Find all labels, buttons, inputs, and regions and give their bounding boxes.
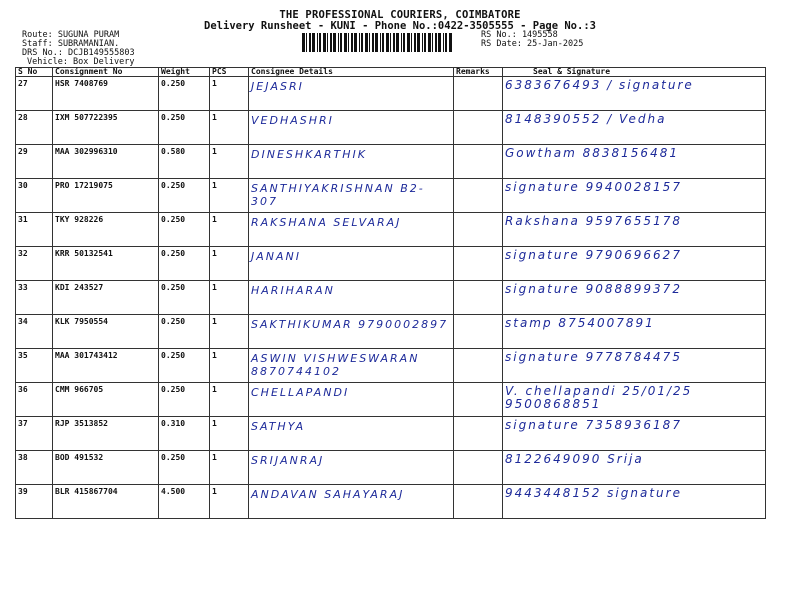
barcode-bar <box>380 33 381 52</box>
cell-sno: 39 <box>16 485 53 519</box>
cell-consignment-no: HSR 7408769 <box>53 77 159 111</box>
cell-sno: 37 <box>16 417 53 451</box>
cell-pcs: 1 <box>210 281 249 315</box>
cell-seal-signature: Rakshana 9597655178 <box>503 213 766 247</box>
barcode-bar <box>443 33 444 52</box>
cell-weight: 0.250 <box>159 383 210 417</box>
cell-weight: 0.250 <box>159 77 210 111</box>
cell-pcs: 1 <box>210 451 249 485</box>
runsheet-meta-right <box>481 31 583 49</box>
cell-consignee: CHELLAPANDI <box>249 383 454 417</box>
table-row <box>16 281 766 315</box>
table-row <box>16 451 766 485</box>
cell-remarks <box>454 213 503 247</box>
table-body <box>16 77 766 519</box>
cell-pcs: 1 <box>210 383 249 417</box>
barcode-bar <box>323 33 326 52</box>
runsheet-subtitle: Delivery Runsheet - KUNI - Phone No.:0422-3505555 - Page No.:3 <box>204 20 596 32</box>
barcode-bar <box>361 33 363 52</box>
cell-consignment-no: KLK 7950554 <box>53 315 159 349</box>
cell-weight: 0.250 <box>159 247 210 281</box>
cell-seal-signature: signature 9940028157 <box>503 179 766 213</box>
cell-remarks <box>454 451 503 485</box>
cell-consignment-no: CMM 966705 <box>53 383 159 417</box>
cell-consignee: DINESHKARTHIK <box>249 145 454 179</box>
cell-consignment-no: MAA 301743412 <box>53 349 159 383</box>
barcode-bar <box>390 33 391 52</box>
cell-consignment-no: RJP 3513852 <box>53 417 159 451</box>
cell-remarks <box>454 315 503 349</box>
barcode-bar <box>417 33 420 52</box>
barcode-bar <box>407 33 410 52</box>
table-row <box>16 383 766 417</box>
drs-label: DRS No.: DCJB149555803 <box>22 48 135 58</box>
barcode-bar <box>449 33 452 52</box>
barcode-bar <box>319 33 321 52</box>
barcode-bar <box>333 33 336 52</box>
barcode-bar <box>375 33 378 52</box>
barcode-bar <box>396 33 399 52</box>
cell-remarks <box>454 77 503 111</box>
table-header-row <box>16 68 766 77</box>
cell-pcs: 1 <box>210 485 249 519</box>
runsheet-meta-left <box>22 31 135 67</box>
barcode-bar <box>435 33 437 52</box>
cell-consignee: SANTHIYAKRISHNAN B2-307 <box>249 179 454 213</box>
cell-seal-signature: stamp 8754007891 <box>503 315 766 349</box>
col-pcs: PCS <box>210 68 249 77</box>
cell-weight: 0.250 <box>159 213 210 247</box>
barcode-bar <box>432 33 433 52</box>
cell-pcs: 1 <box>210 417 249 451</box>
cell-seal-signature: 9443448152 signature <box>503 485 766 519</box>
cell-seal-signature: 8148390552 / Vedha <box>503 111 766 145</box>
company-title: THE PROFESSIONAL COURIERS, COIMBATORE <box>279 9 521 21</box>
barcode-bar <box>393 33 395 52</box>
barcode-bar <box>309 33 311 52</box>
rs-number: RS No.: 1495558 <box>481 30 558 40</box>
barcode-bar <box>312 33 315 52</box>
cell-consignment-no: IXM 507722395 <box>53 111 159 145</box>
cell-consignment-no: PRO 17219075 <box>53 179 159 213</box>
table-row <box>16 315 766 349</box>
cell-sno: 30 <box>16 179 53 213</box>
col-remarks: Remarks <box>454 68 503 77</box>
table-row <box>16 349 766 383</box>
cell-sno: 29 <box>16 145 53 179</box>
cell-seal-signature: V. chellapandi 25/01/25 9500868851 <box>503 383 766 417</box>
cell-pcs: 1 <box>210 111 249 145</box>
cell-weight: 4.500 <box>159 485 210 519</box>
cell-remarks <box>454 281 503 315</box>
cell-sno: 28 <box>16 111 53 145</box>
cell-sno: 38 <box>16 451 53 485</box>
cell-consignment-no: KDI 243527 <box>53 281 159 315</box>
cell-seal-signature: signature 9790696627 <box>503 247 766 281</box>
route-label: Route: SUGUNA PURAM <box>22 30 120 40</box>
cell-consignee: RAKSHANA SELVARAJ <box>249 213 454 247</box>
barcode-bar <box>414 33 416 52</box>
barcode-bar <box>340 33 342 52</box>
cell-consignee: HARIHARAN <box>249 281 454 315</box>
cell-consignee: SATHYA <box>249 417 454 451</box>
cell-pcs: 1 <box>210 145 249 179</box>
cell-pcs: 1 <box>210 349 249 383</box>
table-row <box>16 179 766 213</box>
cell-consignee: ASWIN VISHWESWARAN 8870744102 <box>249 349 454 383</box>
col-consignment: Consignment No <box>53 68 159 77</box>
barcode-bar <box>317 33 318 52</box>
cell-pcs: 1 <box>210 179 249 213</box>
cell-consignee: JANANI <box>249 247 454 281</box>
barcode-bar <box>330 33 332 52</box>
table-row <box>16 247 766 281</box>
cell-remarks <box>454 383 503 417</box>
cell-remarks <box>454 145 503 179</box>
runsheet-table <box>15 67 766 519</box>
barcode-bar <box>302 33 305 52</box>
cell-seal-signature: signature 7358936187 <box>503 417 766 451</box>
cell-sno: 32 <box>16 247 53 281</box>
cell-weight: 0.250 <box>159 111 210 145</box>
cell-consignment-no: KRR 50132541 <box>53 247 159 281</box>
barcode-bar <box>372 33 374 52</box>
cell-pcs: 1 <box>210 213 249 247</box>
cell-sno: 33 <box>16 281 53 315</box>
barcode-bar <box>306 33 307 52</box>
col-sno: S No <box>16 68 53 77</box>
table-row <box>16 213 766 247</box>
barcode-bar <box>338 33 339 52</box>
col-seal: Seal & Signature <box>503 68 766 77</box>
cell-seal-signature: signature 9088899372 <box>503 281 766 315</box>
barcode-bar <box>327 33 328 52</box>
barcode-bar <box>403 33 405 52</box>
cell-remarks <box>454 111 503 145</box>
barcode-bar <box>428 33 431 52</box>
barcode-bar <box>445 33 447 52</box>
barcode-bar <box>348 33 349 52</box>
barcode-bar <box>369 33 370 52</box>
cell-sno: 36 <box>16 383 53 417</box>
col-consignee: Consignee Details <box>249 68 454 77</box>
cell-pcs: 1 <box>210 77 249 111</box>
cell-remarks <box>454 485 503 519</box>
staff-label: Staff: SUBRAMANIAN. <box>22 39 120 49</box>
barcode-bar <box>424 33 426 52</box>
rs-date: RS Date: 25-Jan-2025 <box>481 39 584 49</box>
cell-consignment-no: TKY 928226 <box>53 213 159 247</box>
barcode-bar <box>351 33 353 52</box>
cell-consignee: SAKTHIKUMAR 9790002897 <box>249 315 454 349</box>
cell-weight: 0.580 <box>159 145 210 179</box>
cell-seal-signature: 8122649090 Srija <box>503 451 766 485</box>
cell-sno: 35 <box>16 349 53 383</box>
table-row <box>16 145 766 179</box>
cell-weight: 0.250 <box>159 179 210 213</box>
cell-remarks <box>454 247 503 281</box>
table-row <box>16 417 766 451</box>
cell-consignment-no: MAA 302996310 <box>53 145 159 179</box>
vehicle-label: Vehicle: Box Delivery <box>27 57 135 67</box>
cell-consignment-no: BLR 415867704 <box>53 485 159 519</box>
cell-weight: 0.250 <box>159 281 210 315</box>
cell-consignee: VEDHASHRI <box>249 111 454 145</box>
cell-remarks <box>454 349 503 383</box>
cell-remarks <box>454 179 503 213</box>
cell-pcs: 1 <box>210 247 249 281</box>
cell-consignee: ANDAVAN SAHAYARAJ <box>249 485 454 519</box>
cell-weight: 0.250 <box>159 315 210 349</box>
table-row <box>16 77 766 111</box>
barcode-bar <box>365 33 368 52</box>
cell-sno: 34 <box>16 315 53 349</box>
cell-sno: 27 <box>16 77 53 111</box>
cell-pcs: 1 <box>210 315 249 349</box>
cell-consignment-no: BOD 491532 <box>53 451 159 485</box>
table-row <box>16 485 766 519</box>
barcode-bar <box>382 33 384 52</box>
cell-weight: 0.310 <box>159 417 210 451</box>
barcode-bar <box>422 33 423 52</box>
barcode-bar <box>401 33 402 52</box>
barcode-bar <box>386 33 389 52</box>
col-weight: Weight <box>159 68 210 77</box>
cell-seal-signature: Gowtham 8838156481 <box>503 145 766 179</box>
cell-seal-signature: 6383676493 / signature <box>503 77 766 111</box>
barcode-bar <box>359 33 360 52</box>
barcode-bar <box>344 33 347 52</box>
cell-weight: 0.250 <box>159 349 210 383</box>
cell-sno: 31 <box>16 213 53 247</box>
barcode-image <box>302 33 454 52</box>
cell-remarks <box>454 417 503 451</box>
table-row <box>16 111 766 145</box>
cell-consignee: JEJASRI <box>249 77 454 111</box>
barcode-bar <box>411 33 412 52</box>
cell-consignee: SRIJANRAJ <box>249 451 454 485</box>
barcode-bar <box>438 33 441 52</box>
cell-weight: 0.250 <box>159 451 210 485</box>
barcode-bar <box>354 33 357 52</box>
cell-seal-signature: signature 9778784475 <box>503 349 766 383</box>
